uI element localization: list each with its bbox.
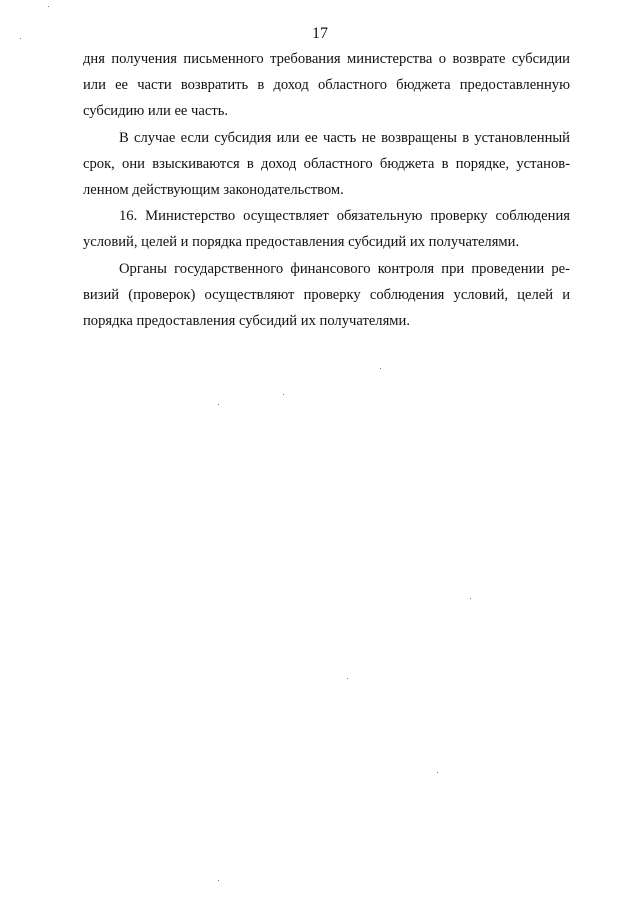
scan-speck: [380, 368, 381, 369]
scan-speck: [218, 880, 219, 881]
scan-speck: [437, 772, 438, 773]
text-line: субсидию или ее часть.: [83, 103, 229, 120]
scan-speck: [470, 598, 471, 599]
scan-speck: [347, 678, 348, 679]
scan-speck: [20, 38, 21, 39]
text-line: визий (проверок) осуществляют проверку соблюдения условий, целей и: [83, 286, 570, 303]
text-line: дня получения письменного требования министерства о возврате субсидии: [83, 51, 570, 67]
text-line: или ее части возвратить в доход областного бюджета предоставленную: [83, 77, 570, 94]
paragraph-item-16-ministry-check: [83, 203, 570, 255]
text-line: условий, целей и порядка предоставления субсидий их получателями.: [83, 234, 520, 251]
text-line: В случае если субсидия или ее часть не возвращены в установленный: [119, 129, 570, 146]
paragraph-subsidy-return-deadline: [83, 46, 570, 125]
scan-speck: [283, 394, 284, 395]
scan-speck: [218, 404, 219, 405]
scan-speck: [48, 6, 49, 7]
paragraph-financial-control-audit: [83, 256, 570, 335]
page-number: 17: [312, 25, 328, 42]
document-body: [83, 46, 570, 334]
text-line: 16. Министерство осуществляет обязательную проверку соблюдения: [119, 208, 570, 225]
text-line: ленном действующим законодательством.: [83, 181, 344, 198]
text-line: порядка предоставления субсидий их получателями.: [83, 312, 410, 329]
paragraph-subsidy-recovery: [83, 125, 570, 204]
text-line: Органы государственного финансового контроля при проведении ре-: [119, 260, 570, 277]
text-line: срок, они взыскиваются в доход областного бюджета в порядке, установ-: [83, 155, 570, 172]
